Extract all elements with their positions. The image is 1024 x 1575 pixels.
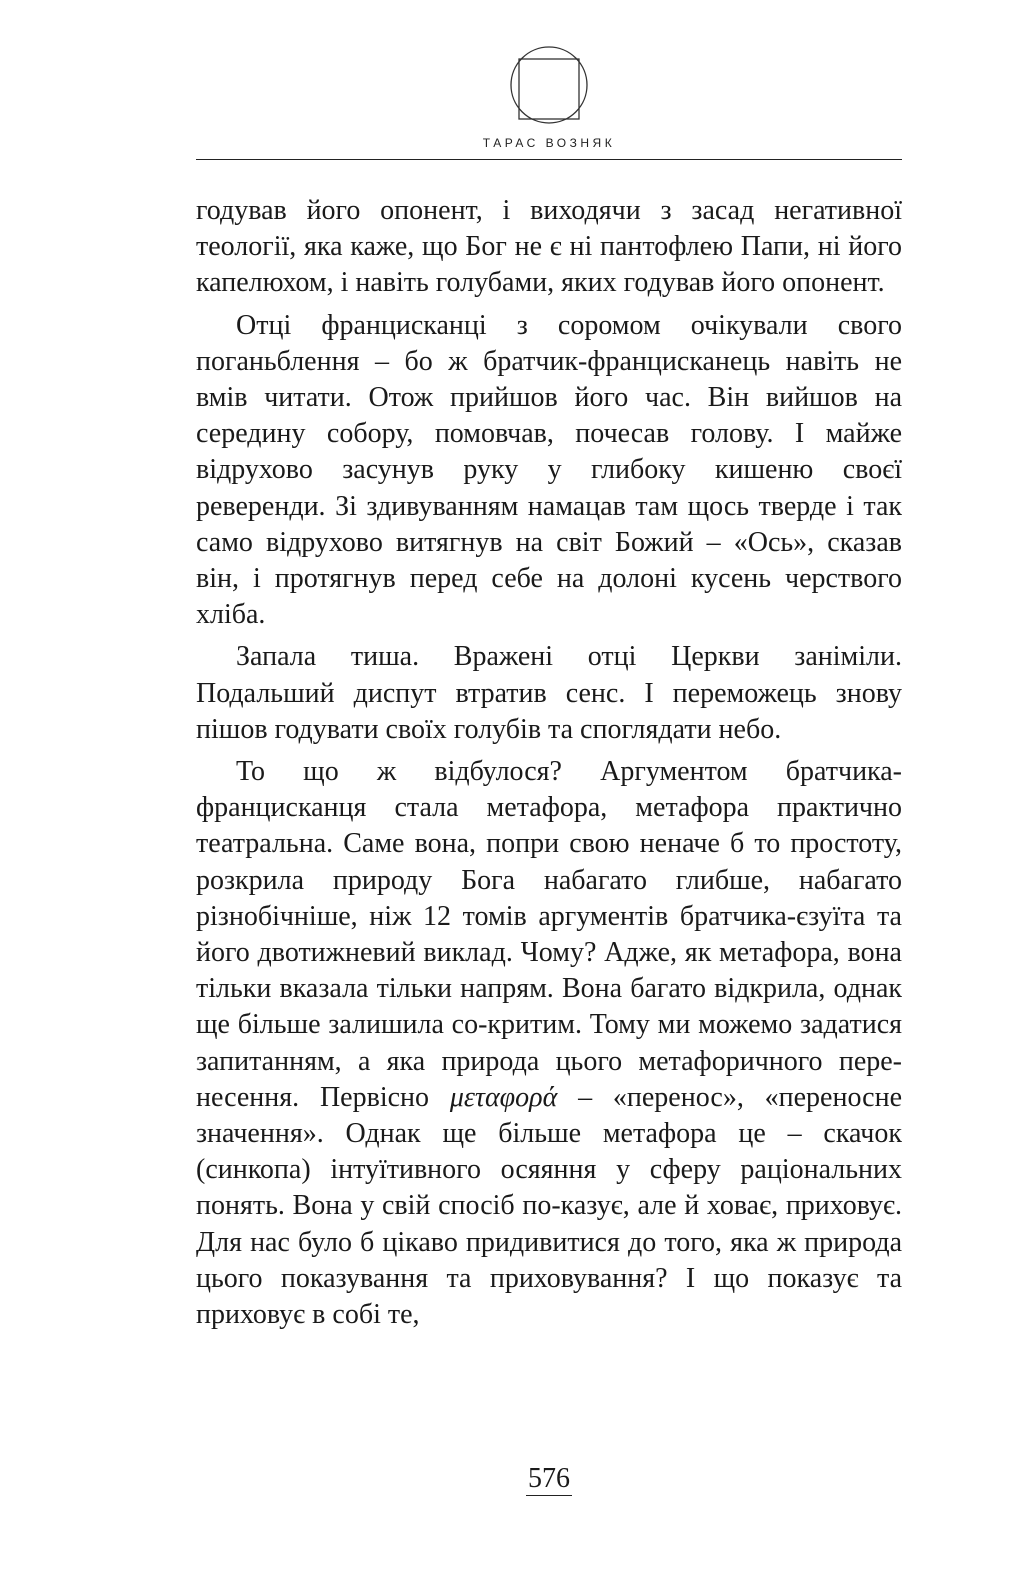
paragraph-4-part-1: То що ж відбулося? Аргументом братчика-францисканця стала метафора, метафора практично театральна. Саме вона, попри свою неначе б то простоту, розкрила природу Бога набагато глибше, набагато різнобічніше, ніж 12 томів аргументів братчика-єзуїта та його двотижневий виклад. Чому? Адже, як метафора, вона тільки вказала тільки напрям. Вона багато відкрила, однак ще більше залишила со-критим. Тому ми можемо задатися запитанням, а яка природа цього метафоричного пере-несення. Первісно <box>196 756 902 1113</box>
paragraph-1: годував його опонент, і виходячи з засад негативної теології, яка каже, що Бог не є ні пантофлею Папи, ні його капелюхом, і навіть голубами, яких годував його опонент. <box>196 195 902 299</box>
header-rule <box>196 159 902 160</box>
paragraph-4-part-2: – «перенос», «переносне значення». Однак ще більше метафора це – скачок (синкопа) інтуїтивного осяяння у сферу раціональних понять. Вона у свій спосіб по-казує, але й ховає, приховує. Для нас було б цікаво придивитися до того, яка ж природа цього показування та приховування? І що показує та приховує в собі те, <box>196 1081 902 1331</box>
paragraph-3: Запала тиша. Вражені отці Церкви заніміли. Подальший диспут втратив сенс. І переможець знову пішов годувати своїх голубів та споглядати небо. <box>196 641 902 745</box>
paragraph-2: Отці францисканці з соромом очікували свого поганьблення – бо ж братчик-францисканець навіть не вмів читати. Отож прийшов його час. Він вийшов на середину собору, помовчав, почесав голову. І майже відрухово засунув руку у глибоку кишеню своєї реверенди. Зі здивуванням намацав там щось тверде і так само відрухово витягнув на світ Божий – «Ось», сказав він, і протягнув перед себе на долоні кусень черствого хліба. <box>196 309 902 631</box>
greek-term: μεταφορά <box>449 1081 558 1113</box>
running-head-author: ТАРАС ВОЗНЯК <box>482 136 616 150</box>
page-number-value: 576 <box>528 1463 570 1494</box>
paragraph-4 <box>196 754 902 1333</box>
circle-square-logo-icon <box>508 44 590 126</box>
body-text <box>196 193 902 1339</box>
page-number <box>196 1463 902 1495</box>
